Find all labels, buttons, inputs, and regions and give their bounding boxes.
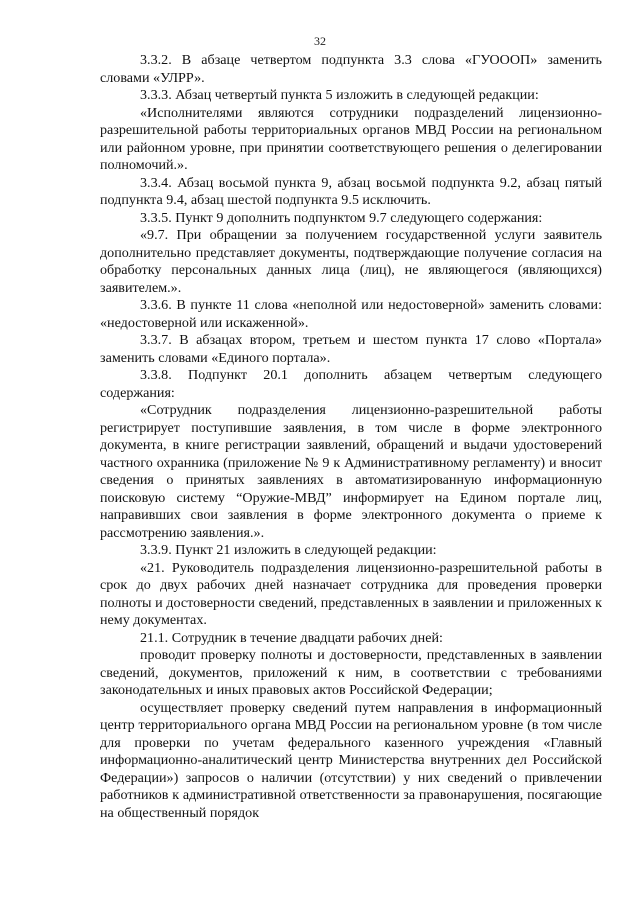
paragraph-checks: проводит проверку полноты и достоверности, представленных в заявлении сведений, документов, приложений к ним, в соответствии с требованиями законодательных и иных правовых актов Российской Федерации; bbox=[100, 647, 602, 698]
quote-item-5: «Исполнителями являются сотрудники подразделений лицензионно-разрешительной работы территориальных органов МВД России на региональном или районном уровне, при принятии соответствующего решения о делегировании полномочий.». bbox=[100, 104, 602, 173]
quote-item-9-7: «9.7. При обращении за получением государственной услуги заявитель дополнительно представляет документы, подтверждающие получение согласия на обработку персональных данных лица (лиц), не являющегося (являющихся) заявителем.». bbox=[100, 227, 602, 296]
paragraph-3-3-5: 3.3.5. Пункт 9 дополнить подпунктом 9.7 следующего содержания: bbox=[140, 209, 543, 226]
paragraph-21-1: 21.1. Сотрудник в течение двадцати рабочих дней: bbox=[140, 629, 443, 646]
paragraph-3-3-7: 3.3.7. В абзацах втором, третьем и шестом пункта 17 слово «Портала» заменить словами «Единого портала». bbox=[100, 332, 602, 366]
paragraph-3-3-6: 3.3.6. В пункте 11 слова «неполной или недостоверной» заменить словами: «недостоверной или искаженной». bbox=[100, 297, 602, 331]
page-number: 32 bbox=[314, 34, 326, 48]
paragraph-requests: осуществляет проверку сведений путем направления в информационный центр территориального органа МВД России на региональном уровне (в том числе для проверки по учетам федерального казенного учреждения «Главный информационно-аналитический центр Министерства внутренних дел Российской Федерации») запросов о наличии (отсутствии) у них сведений о привлечении работников к административной ответственности за правонарушения, посягающие на общественный порядок bbox=[100, 699, 602, 821]
paragraph-3-3-2: 3.3.2. В абзаце четвертом подпункта 3.3 слова «ГУОООП» заменить словами «УЛРР». bbox=[100, 52, 602, 86]
paragraph-3-3-8: 3.3.8. Подпункт 20.1 дополнить абзацем четвертым следующего содержания: bbox=[100, 367, 602, 401]
paragraph-3-3-4: 3.3.4. Абзац восьмой пункта 9, абзац восьмой подпункта 9.2, абзац пятый подпункта 9.4, абзац шестой подпункта 9.5 исключить. bbox=[100, 174, 602, 208]
paragraph-3-3-3: 3.3.3. Абзац четвертый пункта 5 изложить в следующей редакции: bbox=[140, 87, 539, 103]
document-body bbox=[100, 52, 602, 822]
paragraph-3-3-9: 3.3.9. Пункт 21 изложить в следующей редакции: bbox=[140, 542, 437, 558]
quote-item-21: «21. Руководитель подразделения лицензионно-разрешительной работы в срок до двух рабочих дней назначает сотрудника для проведения проверки полноты и достоверности сведений, представленных в заявлении и приложенных к нему документах. bbox=[100, 559, 602, 628]
quote-item-20-1: «Сотрудник подразделения лицензионно-разрешительной работы регистрирует поступившие заявления, в том числе в форме электронного документа, в книге регистрации заявлений, обращений и выдачи удостоверений частного охранника (приложение № 9 к Административному регламенту) и вносит сведения о принятых заявлениях в автоматизированную информационную поисковую систему “Оружие-МВД” информирует на Едином портале лиц, направивших свои заявления в форме электронного документа о приеме к рассмотрению заявления.». bbox=[100, 402, 602, 541]
